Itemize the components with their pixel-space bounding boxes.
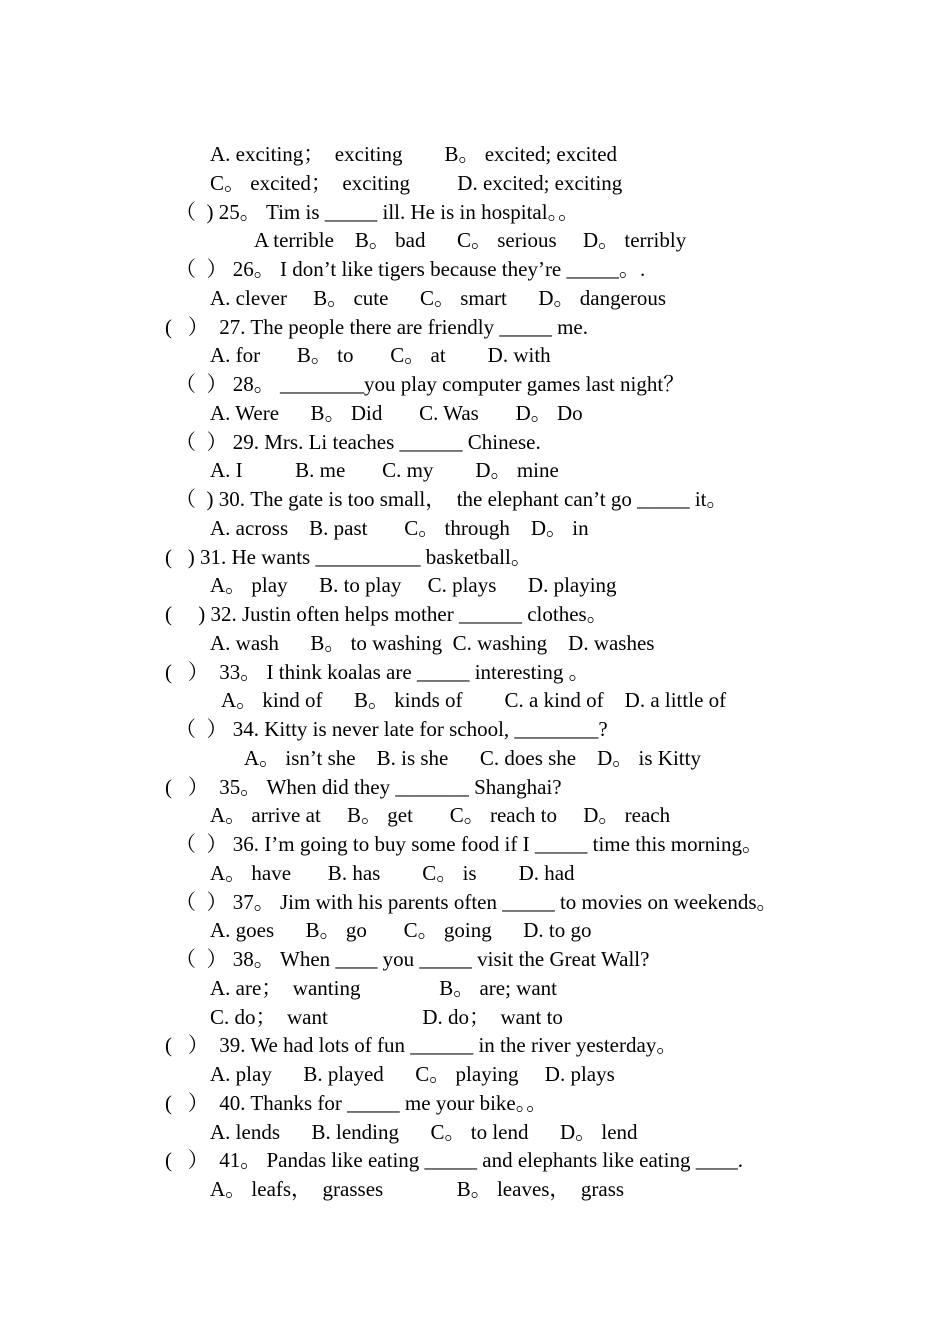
- question-line: （ ） 26。 I don’t like tigers because they’re _____。.: [175, 257, 646, 281]
- answer-options-line: A. across B. past C。 through D。 in: [210, 516, 589, 540]
- answer-options-line: A. I B. me C. my D。 mine: [210, 458, 559, 482]
- question-line: （ ) 30. The gate is too small， the elephant can’t go _____ it。: [175, 487, 728, 511]
- question-line: ( ) 31. He wants __________ basketball。: [165, 545, 532, 569]
- question-line: （ ） 28。 ________you play computer games last night？: [175, 372, 685, 396]
- answer-options-line: A. are； wanting B。 are; want: [210, 976, 558, 1000]
- question-line: （ ） 37。 Jim with his parents often _____ to movies on weekends。: [175, 890, 778, 914]
- answer-options-line: C。 excited； exciting D. excited; exciting: [210, 171, 623, 195]
- answer-options-line: A. lends B. lending C。 to lend D。 lend: [210, 1120, 638, 1144]
- answer-options-line: A. clever B。 cute C。 smart D。 dangerous: [210, 286, 667, 310]
- question-line: ( ） 41。 Pandas like eating _____ and elephants like eating ____.: [165, 1148, 743, 1172]
- answer-options-line: A. Were B。 Did C. Was D。 Do: [210, 401, 583, 425]
- answer-options-line: A. for B。 to C。 at D. with: [210, 343, 551, 367]
- answer-options-line: A。 kind of B。 kinds of C. a kind of D. a little of: [221, 688, 727, 712]
- answer-options-line: A. goes B。 go C。 going D. to go: [210, 918, 592, 942]
- question-line: ( ） 40. Thanks for _____ me your bike。。: [165, 1091, 548, 1115]
- answer-options-line: A。 play B. to play C. plays D. playing: [210, 573, 617, 597]
- question-line: （ ） 29. Mrs. Li teaches ______ Chinese.: [175, 430, 541, 454]
- answer-options-line: A. exciting； exciting B。 excited; excited: [210, 142, 618, 166]
- answer-options-line: A。 have B. has C。 is D. had: [210, 861, 575, 885]
- question-line: ( ） 39. We had lots of fun ______ in the river yesterday。: [165, 1033, 678, 1057]
- question-line: （ ） 36. I’m going to buy some food if I _____ time this morning。: [175, 832, 763, 856]
- question-line: （ ） 38。 When ____ you _____ visit the Great Wall?: [175, 947, 650, 971]
- answer-options-line: A terrible B。 bad C。 serious D。 terribly: [254, 228, 687, 252]
- answer-options-line: A。 arrive at B。 get C。 reach to D。 reach: [210, 803, 671, 827]
- question-line: （ ) 25。 Tim is _____ ill. He is in hospital。。: [175, 200, 580, 224]
- question-line: ( ） 27. The people there are friendly _____ me.: [165, 315, 588, 339]
- answer-options-line: A。 isn’t she B. is she C. does she D。 is Kitty: [244, 746, 701, 770]
- answer-options-line: A。 leafs， grasses B。 leaves， grass: [210, 1177, 625, 1201]
- answer-options-line: A. wash B。 to washing C. washing D. washes: [210, 631, 655, 655]
- question-line: ( ） 33。 I think koalas are _____ interesting 。: [165, 660, 590, 684]
- question-line: （ ） 34. Kitty is never late for school, ________?: [175, 717, 608, 741]
- answer-options-line: A. play B. played C。 playing D. plays: [210, 1062, 615, 1086]
- question-line: ( ) 32. Justin often helps mother ______ clothes。: [165, 602, 608, 626]
- answer-options-line: C. do； want D. do； want to: [210, 1005, 563, 1029]
- question-line: ( ） 35。 When did they _______ Shanghai?: [165, 775, 562, 799]
